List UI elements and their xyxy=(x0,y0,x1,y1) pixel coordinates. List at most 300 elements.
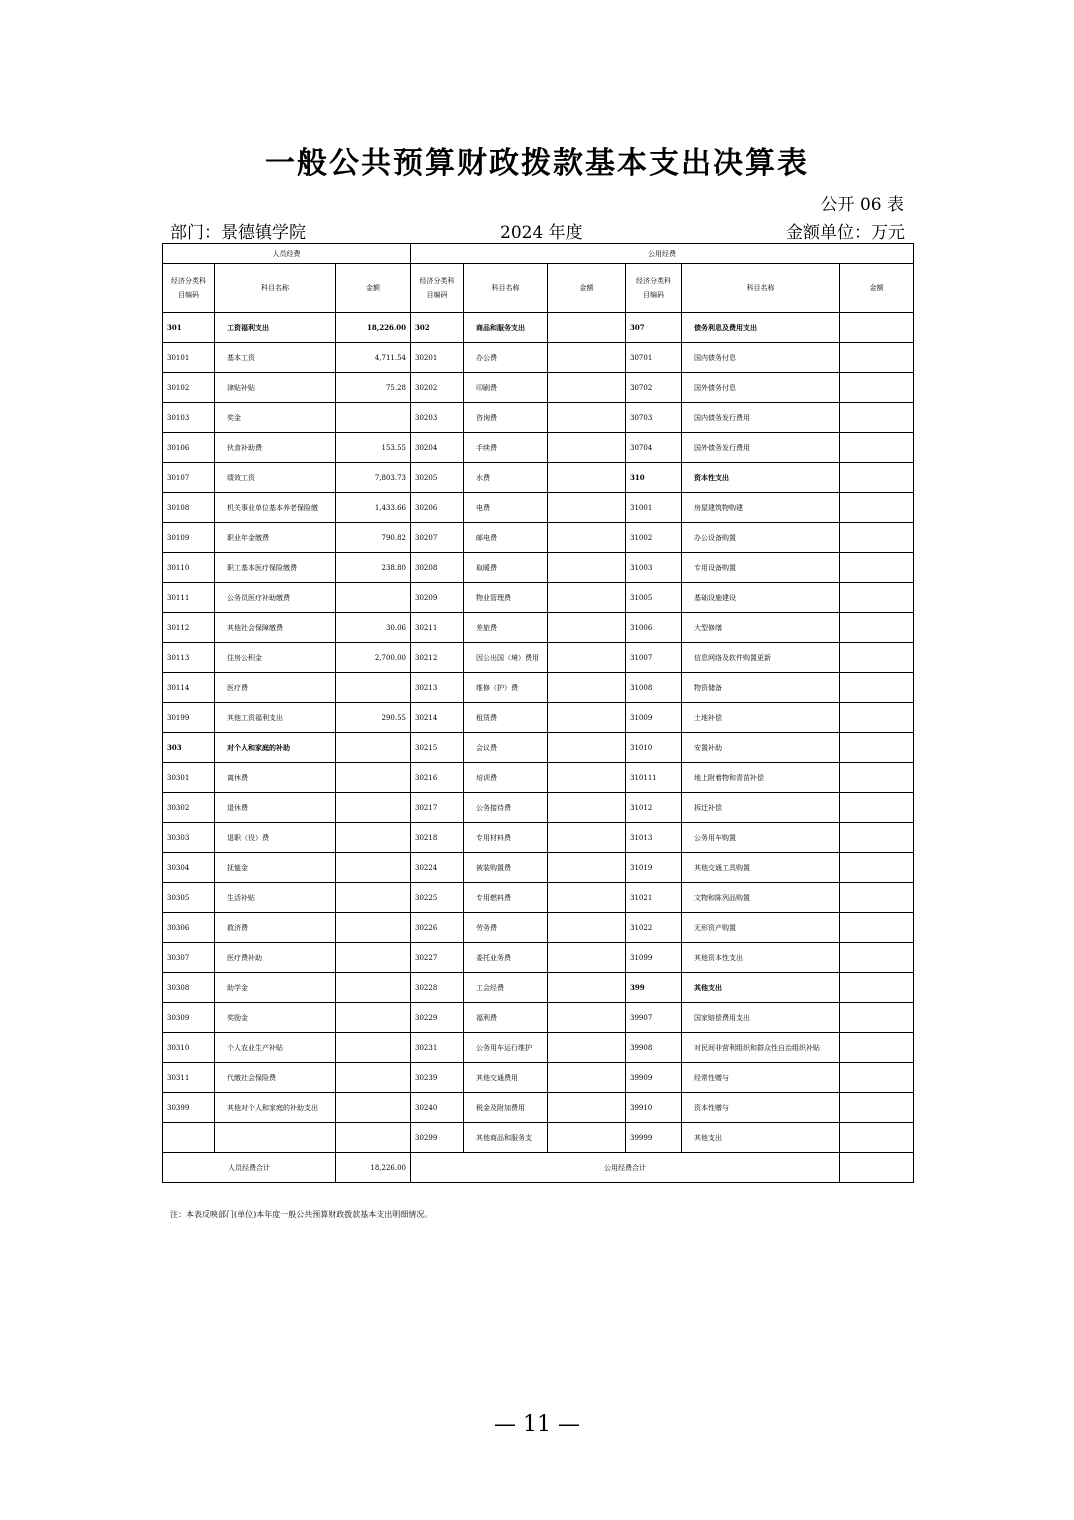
cell-name-other: 地上附着物和青苗补偿 xyxy=(682,763,840,793)
cell-amount-personnel xyxy=(336,823,411,853)
cell-code-other: 30701 xyxy=(626,343,682,373)
cell-name-personnel: 助学金 xyxy=(215,973,336,1003)
cell-amount-other xyxy=(840,1093,914,1123)
table-row xyxy=(163,403,914,433)
cell-amount-personnel: 153.55 xyxy=(336,433,411,463)
table-row xyxy=(163,583,914,613)
header-name-3: 科目名称 xyxy=(682,264,840,313)
cell-code-other: 31007 xyxy=(626,643,682,673)
cell-name-personnel: 奖金 xyxy=(215,403,336,433)
cell-code-goods: 30229 xyxy=(411,1003,464,1033)
cell-code-other: 39908 xyxy=(626,1033,682,1063)
cell-amount-personnel: 4,711.54 xyxy=(336,343,411,373)
cell-name-personnel: 基本工资 xyxy=(215,343,336,373)
cell-code-other: 31001 xyxy=(626,493,682,523)
cell-amount-goods xyxy=(548,373,626,403)
cell-amount-other xyxy=(840,313,914,343)
cell-name-goods: 租赁费 xyxy=(464,703,548,733)
cell-amount-other xyxy=(840,793,914,823)
cell-amount-goods xyxy=(548,823,626,853)
cell-code-goods: 30201 xyxy=(411,343,464,373)
cell-amount-goods xyxy=(548,703,626,733)
table-row xyxy=(163,733,914,763)
cell-amount-goods xyxy=(548,793,626,823)
table-row xyxy=(163,943,914,973)
cell-amount-personnel: 7,803.73 xyxy=(336,463,411,493)
cell-name-personnel: 抚恤金 xyxy=(215,853,336,883)
cell-code-goods: 30206 xyxy=(411,493,464,523)
form-number: 公开 06 表 xyxy=(820,195,904,215)
cell-amount-goods xyxy=(548,853,626,883)
table-row xyxy=(163,763,914,793)
subheader xyxy=(170,218,905,242)
cell-code-personnel xyxy=(163,1123,215,1153)
cell-code-personnel: 30305 xyxy=(163,883,215,913)
cell-name-personnel: 生活补贴 xyxy=(215,883,336,913)
table-row xyxy=(163,1123,914,1153)
cell-amount-personnel xyxy=(336,403,411,433)
cell-code-other: 310 xyxy=(626,463,682,493)
cell-code-personnel: 30102 xyxy=(163,373,215,403)
table-row xyxy=(163,1093,914,1123)
cell-name-personnel: 个人农业生产补贴 xyxy=(215,1033,336,1063)
cell-amount-personnel xyxy=(336,1063,411,1093)
cell-amount-personnel xyxy=(336,1033,411,1063)
cell-name-personnel: 医疗费补助 xyxy=(215,943,336,973)
cell-amount-other xyxy=(840,373,914,403)
personnel-total-label: 人员经费合计 xyxy=(163,1153,336,1183)
cell-amount-other xyxy=(840,763,914,793)
cell-name-personnel: 住房公积金 xyxy=(215,643,336,673)
cell-name-goods: 培训费 xyxy=(464,763,548,793)
unit-label: 金额单位：万元 xyxy=(786,223,905,243)
cell-name-goods: 因公出国（境）费用 xyxy=(464,643,548,673)
cell-code-other: 31003 xyxy=(626,553,682,583)
cell-name-personnel: 公务员医疗补助缴费 xyxy=(215,583,336,613)
cell-name-other: 其他资本性支出 xyxy=(682,943,840,973)
cell-name-other: 国内债务付息 xyxy=(682,343,840,373)
header-amount-3: 金额 xyxy=(840,264,914,313)
group-header-row xyxy=(163,244,914,264)
header-amount-1: 金额 xyxy=(336,264,411,313)
cell-amount-personnel: 1,433.66 xyxy=(336,493,411,523)
page-title: 一般公共预算财政拨款基本支出决算表 xyxy=(265,146,809,181)
cell-name-other: 债务利息及费用支出 xyxy=(682,313,840,343)
cell-amount-other xyxy=(840,403,914,433)
table-row xyxy=(163,613,914,643)
cell-name-goods: 委托业务费 xyxy=(464,943,548,973)
cell-name-other: 其他交通工具购置 xyxy=(682,853,840,883)
cell-code-goods: 30204 xyxy=(411,433,464,463)
cell-amount-goods xyxy=(548,583,626,613)
cell-name-personnel: 奖励金 xyxy=(215,1003,336,1033)
cell-name-goods: 被装购置费 xyxy=(464,853,548,883)
cell-name-goods: 取暖费 xyxy=(464,553,548,583)
cell-code-personnel: 30301 xyxy=(163,763,215,793)
cell-code-other: 39909 xyxy=(626,1063,682,1093)
cell-code-goods: 30240 xyxy=(411,1093,464,1123)
cell-code-goods: 30208 xyxy=(411,553,464,583)
cell-code-goods: 30209 xyxy=(411,583,464,613)
cell-name-other: 文物和陈列品购置 xyxy=(682,883,840,913)
cell-amount-personnel: 30.06 xyxy=(336,613,411,643)
cell-amount-goods xyxy=(548,313,626,343)
cell-name-personnel: 退职（役）费 xyxy=(215,823,336,853)
year-label: 2024 年度 xyxy=(500,223,583,243)
cell-amount-other xyxy=(840,853,914,883)
cell-code-other: 31019 xyxy=(626,853,682,883)
cell-name-other: 无形资产购置 xyxy=(682,913,840,943)
page-number: — 11 — xyxy=(494,1412,580,1437)
cell-name-other: 国内债务发行费用 xyxy=(682,403,840,433)
cell-amount-other xyxy=(840,433,914,463)
cell-amount-goods xyxy=(548,1003,626,1033)
cell-name-other: 办公设备购置 xyxy=(682,523,840,553)
cell-name-goods: 手续费 xyxy=(464,433,548,463)
cell-code-goods: 30227 xyxy=(411,943,464,973)
cell-code-goods: 30218 xyxy=(411,823,464,853)
cell-code-goods: 30216 xyxy=(411,763,464,793)
cell-code-personnel: 30309 xyxy=(163,1003,215,1033)
cell-code-personnel: 301 xyxy=(163,313,215,343)
table-row xyxy=(163,793,914,823)
public-total-label: 公用经费合计 xyxy=(411,1153,840,1183)
cell-name-goods: 办公费 xyxy=(464,343,548,373)
cell-amount-other xyxy=(840,553,914,583)
cell-code-goods: 30215 xyxy=(411,733,464,763)
cell-code-personnel: 30303 xyxy=(163,823,215,853)
cell-code-personnel: 30113 xyxy=(163,643,215,673)
group-public: 公用经费 xyxy=(411,244,914,264)
cell-amount-goods xyxy=(548,1063,626,1093)
cell-name-goods: 水费 xyxy=(464,463,548,493)
cell-amount-other xyxy=(840,883,914,913)
table-row xyxy=(163,553,914,583)
cell-name-other: 安置补助 xyxy=(682,733,840,763)
cell-name-goods: 劳务费 xyxy=(464,913,548,943)
table-row xyxy=(163,433,914,463)
cell-amount-other xyxy=(840,643,914,673)
cell-amount-goods xyxy=(548,883,626,913)
cell-amount-goods xyxy=(548,613,626,643)
cell-code-personnel: 30199 xyxy=(163,703,215,733)
cell-code-goods: 30299 xyxy=(411,1123,464,1153)
cell-name-personnel: 工资福利支出 xyxy=(215,313,336,343)
cell-code-personnel: 30108 xyxy=(163,493,215,523)
cell-amount-goods xyxy=(548,643,626,673)
cell-code-personnel: 30311 xyxy=(163,1063,215,1093)
cell-code-goods: 30225 xyxy=(411,883,464,913)
table-row xyxy=(163,523,914,553)
table-row xyxy=(163,1063,914,1093)
header-code-2: 经济分类科 目编码 xyxy=(411,264,464,313)
cell-amount-goods xyxy=(548,733,626,763)
cell-name-personnel: 伙食补助费 xyxy=(215,433,336,463)
cell-name-other: 信息网络及软件购置更新 xyxy=(682,643,840,673)
cell-code-other: 31010 xyxy=(626,733,682,763)
table-row xyxy=(163,343,914,373)
cell-code-personnel: 303 xyxy=(163,733,215,763)
table-row xyxy=(163,313,914,343)
cell-amount-other xyxy=(840,673,914,703)
cell-name-goods: 邮电费 xyxy=(464,523,548,553)
cell-code-other: 39999 xyxy=(626,1123,682,1153)
cell-name-personnel: 绩效工资 xyxy=(215,463,336,493)
cell-amount-goods xyxy=(548,913,626,943)
cell-amount-personnel xyxy=(336,973,411,1003)
cell-amount-personnel xyxy=(336,883,411,913)
cell-name-personnel: 对个人和家庭的补助 xyxy=(215,733,336,763)
cell-amount-goods xyxy=(548,523,626,553)
cell-amount-other xyxy=(840,343,914,373)
cell-amount-other xyxy=(840,1003,914,1033)
cell-name-goods: 公务接待费 xyxy=(464,793,548,823)
personnel-total-amount: 18,226.00 xyxy=(336,1153,411,1183)
cell-amount-personnel: 18,226.00 xyxy=(336,313,411,343)
cell-name-goods: 物业管理费 xyxy=(464,583,548,613)
cell-name-goods: 维修（护）费 xyxy=(464,673,548,703)
cell-amount-other xyxy=(840,583,914,613)
cell-amount-personnel: 790.82 xyxy=(336,523,411,553)
cell-code-other: 31006 xyxy=(626,613,682,643)
cell-amount-other xyxy=(840,733,914,763)
cell-code-other: 31005 xyxy=(626,583,682,613)
cell-name-goods: 商品和服务支出 xyxy=(464,313,548,343)
cell-amount-other xyxy=(840,463,914,493)
footnote: 注：本表反映部门(单位)本年度一般公共预算财政拨款基本支出明细情况。 xyxy=(170,1210,433,1219)
cell-amount-personnel xyxy=(336,733,411,763)
cell-name-other: 资本性赠与 xyxy=(682,1093,840,1123)
cell-code-goods: 30217 xyxy=(411,793,464,823)
cell-amount-personnel xyxy=(336,853,411,883)
cell-code-other: 30703 xyxy=(626,403,682,433)
cell-amount-goods xyxy=(548,433,626,463)
cell-name-personnel: 其他工资福利支出 xyxy=(215,703,336,733)
cell-code-other: 399 xyxy=(626,973,682,1003)
cell-code-personnel: 30110 xyxy=(163,553,215,583)
cell-amount-other xyxy=(840,823,914,853)
cell-code-personnel: 30111 xyxy=(163,583,215,613)
cell-code-personnel: 30399 xyxy=(163,1093,215,1123)
cell-amount-other xyxy=(840,613,914,643)
cell-amount-goods xyxy=(548,1093,626,1123)
cell-code-goods: 30207 xyxy=(411,523,464,553)
table-row xyxy=(163,1003,914,1033)
cell-name-goods: 工会经费 xyxy=(464,973,548,1003)
header-name-2: 科目名称 xyxy=(464,264,548,313)
cell-amount-other xyxy=(840,523,914,553)
cell-name-other: 资本性支出 xyxy=(682,463,840,493)
table-row xyxy=(163,913,914,943)
cell-amount-goods xyxy=(548,463,626,493)
cell-code-personnel: 30112 xyxy=(163,613,215,643)
cell-amount-personnel: 2,700.00 xyxy=(336,643,411,673)
cell-code-personnel: 30107 xyxy=(163,463,215,493)
cell-code-other: 307 xyxy=(626,313,682,343)
cell-amount-goods xyxy=(548,403,626,433)
cell-code-goods: 30205 xyxy=(411,463,464,493)
cell-code-goods: 302 xyxy=(411,313,464,343)
cell-name-other: 国家赔偿费用支出 xyxy=(682,1003,840,1033)
table-row xyxy=(163,463,914,493)
table-row xyxy=(163,493,914,523)
table-row xyxy=(163,883,914,913)
table-row xyxy=(163,1033,914,1063)
cell-amount-personnel xyxy=(336,763,411,793)
cell-code-personnel: 30310 xyxy=(163,1033,215,1063)
cell-name-personnel: 机关事业单位基本养老保险缴 xyxy=(215,493,336,523)
cell-amount-goods xyxy=(548,553,626,583)
cell-code-goods: 30202 xyxy=(411,373,464,403)
cell-amount-other xyxy=(840,1063,914,1093)
public-total-amount xyxy=(840,1153,914,1183)
cell-code-goods: 30224 xyxy=(411,853,464,883)
cell-amount-other xyxy=(840,1033,914,1063)
cell-amount-personnel: 290.55 xyxy=(336,703,411,733)
cell-code-other: 31008 xyxy=(626,673,682,703)
cell-amount-other xyxy=(840,1123,914,1153)
cell-code-other: 31012 xyxy=(626,793,682,823)
cell-amount-other xyxy=(840,973,914,1003)
cell-amount-goods xyxy=(548,1033,626,1063)
cell-amount-goods xyxy=(548,673,626,703)
cell-code-other: 30704 xyxy=(626,433,682,463)
table-row xyxy=(163,703,914,733)
cell-code-other: 31022 xyxy=(626,913,682,943)
cell-code-personnel: 30103 xyxy=(163,403,215,433)
cell-name-other: 对民间非营利组织和群众性自治组织补贴 xyxy=(682,1033,840,1063)
table-row xyxy=(163,643,914,673)
cell-code-goods: 30214 xyxy=(411,703,464,733)
cell-amount-personnel xyxy=(336,1123,411,1153)
cell-name-goods: 专用材料费 xyxy=(464,823,548,853)
cell-amount-personnel xyxy=(336,1093,411,1123)
cell-amount-personnel xyxy=(336,793,411,823)
cell-name-other: 大型修缮 xyxy=(682,613,840,643)
cell-name-goods: 专用燃料费 xyxy=(464,883,548,913)
cell-amount-personnel xyxy=(336,583,411,613)
cell-code-goods: 30228 xyxy=(411,973,464,1003)
cell-code-goods: 30226 xyxy=(411,913,464,943)
cell-code-other: 31009 xyxy=(626,703,682,733)
cell-amount-other xyxy=(840,943,914,973)
cell-amount-goods xyxy=(548,493,626,523)
cell-code-personnel: 30302 xyxy=(163,793,215,823)
cell-amount-personnel xyxy=(336,673,411,703)
cell-amount-personnel: 75.28 xyxy=(336,373,411,403)
cell-amount-other xyxy=(840,493,914,523)
cell-code-personnel: 30114 xyxy=(163,673,215,703)
cell-name-goods: 咨询费 xyxy=(464,403,548,433)
cell-name-personnel: 救济费 xyxy=(215,913,336,943)
cell-name-other: 专用设备购置 xyxy=(682,553,840,583)
cell-name-personnel: 津贴补贴 xyxy=(215,373,336,403)
header-name-1: 科目名称 xyxy=(215,264,336,313)
cell-code-personnel: 30306 xyxy=(163,913,215,943)
cell-name-personnel: 医疗费 xyxy=(215,673,336,703)
cell-name-other: 经常性赠与 xyxy=(682,1063,840,1093)
cell-name-goods: 电费 xyxy=(464,493,548,523)
cell-name-other: 基础设施建设 xyxy=(682,583,840,613)
cell-name-goods: 其他商品和服务支 xyxy=(464,1123,548,1153)
cell-name-personnel: 退休费 xyxy=(215,793,336,823)
cell-amount-goods xyxy=(548,943,626,973)
cell-name-personnel: 代缴社会保险费 xyxy=(215,1063,336,1093)
header-code-3: 经济分类科 目编码 xyxy=(626,264,682,313)
group-personnel: 人员经费 xyxy=(163,244,411,264)
cell-name-personnel: 离休费 xyxy=(215,763,336,793)
cell-code-other: 39910 xyxy=(626,1093,682,1123)
cell-name-other: 国外债务发行费用 xyxy=(682,433,840,463)
cell-name-other: 公务用车购置 xyxy=(682,823,840,853)
cell-name-personnel xyxy=(215,1123,336,1153)
cell-name-other: 国外债务付息 xyxy=(682,373,840,403)
cell-amount-other xyxy=(840,703,914,733)
table-row xyxy=(163,973,914,1003)
cell-name-personnel: 其他社会保障缴费 xyxy=(215,613,336,643)
cell-code-goods: 30231 xyxy=(411,1033,464,1063)
cell-name-personnel: 其他对个人和家庭的补助支出 xyxy=(215,1093,336,1123)
cell-code-other: 31099 xyxy=(626,943,682,973)
cell-name-goods: 福利费 xyxy=(464,1003,548,1033)
cell-name-other: 房屋建筑物购建 xyxy=(682,493,840,523)
cell-code-other: 31002 xyxy=(626,523,682,553)
cell-code-goods: 30212 xyxy=(411,643,464,673)
column-header-row xyxy=(163,264,914,313)
cell-code-other: 310111 xyxy=(626,763,682,793)
cell-name-other: 其他支出 xyxy=(682,1123,840,1153)
cell-code-goods: 30239 xyxy=(411,1063,464,1093)
cell-name-goods: 差旅费 xyxy=(464,613,548,643)
totals-row xyxy=(163,1153,914,1183)
cell-name-goods: 税金及附加费用 xyxy=(464,1093,548,1123)
cell-code-goods: 30211 xyxy=(411,613,464,643)
cell-name-goods: 会议费 xyxy=(464,733,548,763)
table-row xyxy=(163,373,914,403)
cell-code-personnel: 30101 xyxy=(163,343,215,373)
table-row xyxy=(163,673,914,703)
cell-amount-other xyxy=(840,913,914,943)
cell-name-goods: 其他交通费用 xyxy=(464,1063,548,1093)
cell-name-personnel: 职业年金缴费 xyxy=(215,523,336,553)
cell-amount-personnel xyxy=(336,943,411,973)
cell-code-personnel: 30307 xyxy=(163,943,215,973)
cell-name-goods: 印刷费 xyxy=(464,373,548,403)
cell-amount-goods xyxy=(548,763,626,793)
cell-name-goods: 公务用车运行维护 xyxy=(464,1033,548,1063)
cell-name-personnel: 职工基本医疗保险缴费 xyxy=(215,553,336,583)
cell-code-personnel: 30106 xyxy=(163,433,215,463)
cell-name-other: 物资储备 xyxy=(682,673,840,703)
expenditure-table xyxy=(162,243,914,1183)
cell-code-personnel: 30308 xyxy=(163,973,215,1003)
cell-code-personnel: 30109 xyxy=(163,523,215,553)
cell-code-other: 30702 xyxy=(626,373,682,403)
cell-code-goods: 30213 xyxy=(411,673,464,703)
cell-name-other: 土地补偿 xyxy=(682,703,840,733)
cell-amount-personnel xyxy=(336,913,411,943)
cell-amount-personnel xyxy=(336,1003,411,1033)
cell-code-other: 39907 xyxy=(626,1003,682,1033)
cell-amount-goods xyxy=(548,1123,626,1153)
cell-amount-goods xyxy=(548,343,626,373)
cell-code-goods: 30203 xyxy=(411,403,464,433)
cell-amount-goods xyxy=(548,973,626,1003)
table-row xyxy=(163,853,914,883)
cell-amount-personnel: 238.80 xyxy=(336,553,411,583)
cell-name-other: 拆迁补偿 xyxy=(682,793,840,823)
table-row xyxy=(163,823,914,853)
